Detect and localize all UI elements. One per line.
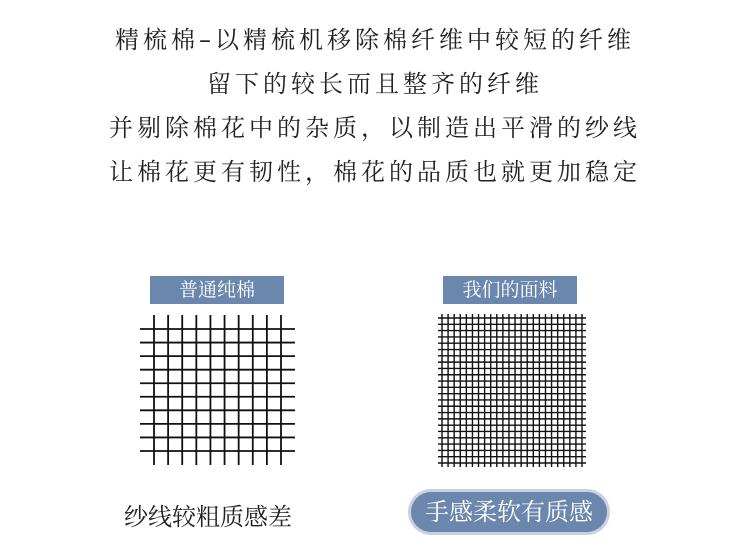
intro-text (0, 18, 750, 194)
intro-line-2: 留下的较长而且整齐的纤维 (207, 70, 543, 98)
intro-line-4: 让棉花更有韧性，棉花的品质也就更加稳定 (109, 158, 641, 186)
our-fabric-caption: 手感柔软有质感 (411, 492, 607, 532)
intro-line-3: 并剔除棉花中的杂质，以制造出平滑的纱线 (109, 114, 641, 142)
our-fabric-label: 我们的面料 (443, 276, 577, 304)
ordinary-cotton-label: 普通纯棉 (150, 276, 284, 304)
fine-weave-grid-icon (438, 314, 586, 467)
coarse-weave-grid-icon (140, 315, 295, 465)
ordinary-cotton-caption: 纱线较粗质感差 (124, 503, 292, 531)
intro-line-1: 精梳棉–以精梳机移除棉纤维中较短的纤维 (115, 26, 635, 54)
